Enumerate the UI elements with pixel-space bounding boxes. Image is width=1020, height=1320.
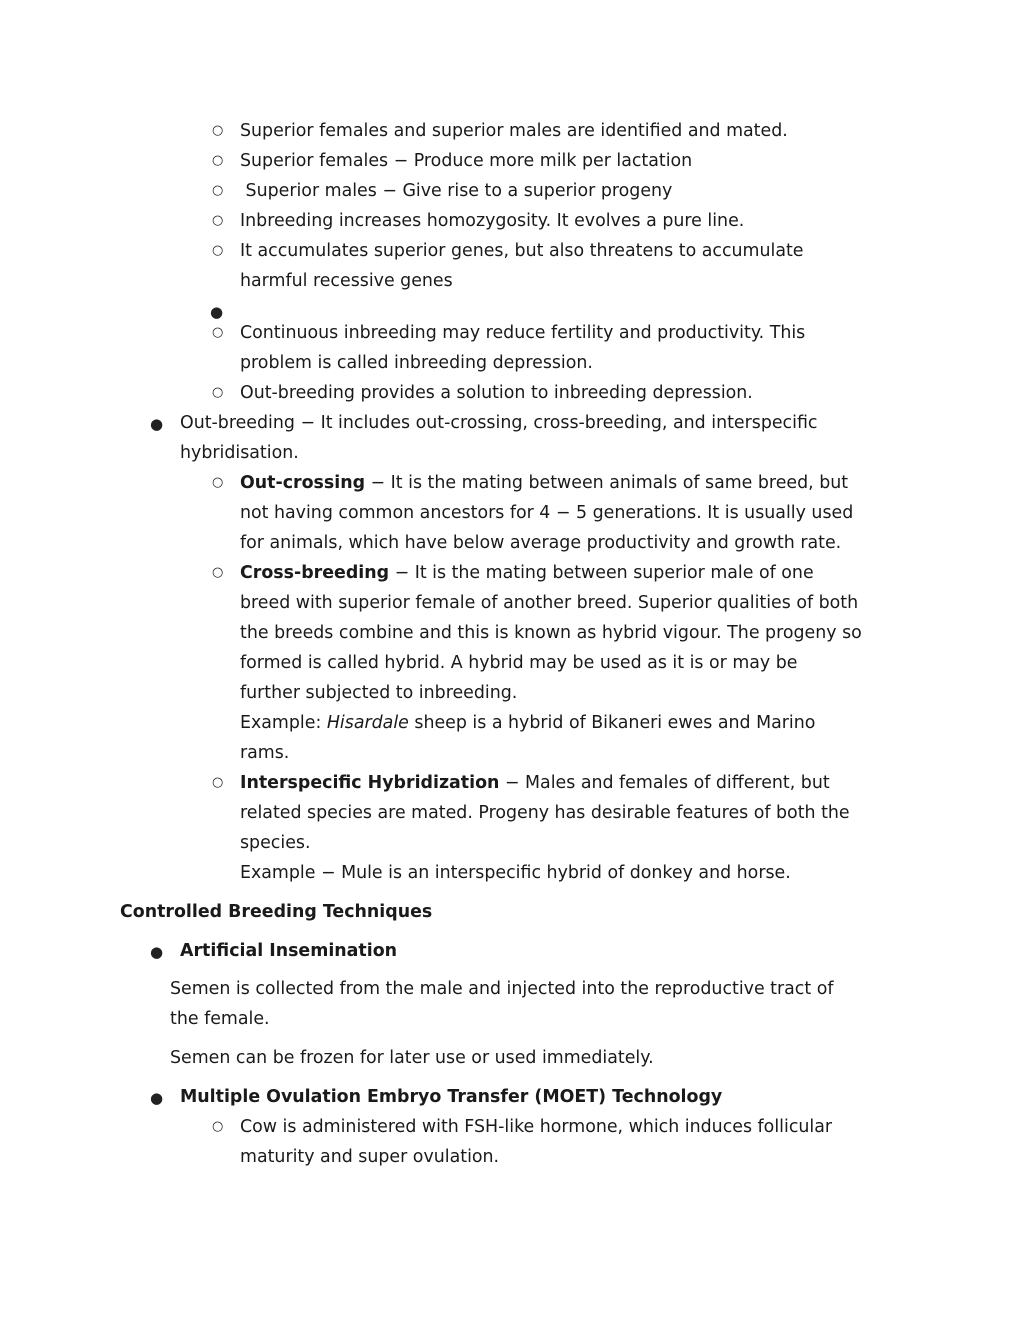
list-item-continuation: related species are mated. Progeny has desirable features of both the [240,803,850,823]
list-item: Inbreeding increases homozygosity. It evolves a pure line. [240,211,745,231]
list-item-continuation: problem is called inbreeding depression. [240,353,593,373]
list-item-outbreeding: Out-breeding − It includes out-crossing, cross-breeding, and interspecific [180,413,818,433]
list-item-continuation: for animals, which have below average productivity and growth rate. [240,533,842,553]
paragraph: Semen is collected from the male and injected into the reproductive tract of [170,979,834,999]
list-item: It accumulates superior genes, but also threatens to accumulate [240,241,804,261]
circle-bullet-icon: ○ [212,183,224,198]
disc-bullet-icon: ● [150,1089,164,1107]
disc-bullet-icon: ● [210,303,224,321]
definition-text: − It is the mating between animals of same breed, but [365,473,849,493]
list-item-continuation: maturity and super ovulation. [240,1147,500,1167]
example-continuation: rams. [240,743,290,763]
list-item: Superior females − Produce more milk per lactation [240,151,693,171]
circle-bullet-icon: ○ [212,775,224,790]
circle-bullet-icon: ○ [212,1119,224,1134]
circle-bullet-icon: ○ [212,153,224,168]
circle-bullet-icon: ○ [212,475,224,490]
subsection-title-ai: Artificial Insemination [180,941,398,961]
term-crossbreeding: Cross-breeding [240,563,390,583]
list-item-continuation: harmful recessive genes [240,271,453,291]
example-line [240,708,815,738]
list-item: Continuous inbreeding may reduce fertility and productivity. This [240,323,806,343]
term-outcrossing: Out-crossing [240,473,366,493]
list-item: Out-breeding provides a solution to inbreeding depression. [240,383,753,403]
list-item-interspecific [240,768,830,798]
circle-bullet-icon: ○ [212,123,224,138]
definition-text: − It is the mating between superior male of one [389,563,814,583]
example-text: sheep is a hybrid of Bikaneri ewes and Marino [408,713,816,733]
section-heading: Controlled Breeding Techniques [120,902,433,922]
list-item-continuation: the breeds combine and this is known as hybrid vigour. The progeny so [240,623,862,643]
term-interspecific: Interspecific Hybridization [240,773,500,793]
example-prefix: Example: [240,713,327,733]
paragraph-continuation: the female. [170,1009,270,1029]
list-item-continuation: formed is called hybrid. A hybrid may be used as it is or may be [240,653,798,673]
example-line: Example − Mule is an interspecific hybrid of donkey and horse. [240,863,791,883]
list-item-crossbreeding [240,558,814,588]
list-item-continuation: further subjected to inbreeding. [240,683,518,703]
list-item-continuation: not having common ancestors for 4 − 5 generations. It is usually used [240,503,854,523]
list-item-continuation: breed with superior female of another breed. Superior qualities of both [240,593,859,613]
circle-bullet-icon: ○ [212,325,224,340]
disc-bullet-icon: ● [150,943,164,961]
circle-bullet-icon: ○ [212,213,224,228]
list-item-continuation: species. [240,833,311,853]
list-item: Superior males − Give rise to a superior progeny [240,181,673,201]
circle-bullet-icon: ○ [212,243,224,258]
list-item: Cow is administered with FSH-like hormone, which induces follicular [240,1117,833,1137]
circle-bullet-icon: ○ [212,385,224,400]
disc-bullet-icon: ● [150,415,164,433]
example-italic-term: Hisardale [326,713,409,733]
list-item: Superior females and superior males are identified and mated. [240,121,788,141]
list-item-outcrossing [240,468,848,498]
subsection-title-moet: Multiple Ovulation Embryo Transfer (MOET) Technology [180,1087,723,1107]
list-item-continuation: hybridisation. [180,443,299,463]
circle-bullet-icon: ○ [212,565,224,580]
definition-text: − Males and females of different, but [499,773,830,793]
paragraph: Semen can be frozen for later use or used immediately. [170,1048,654,1068]
